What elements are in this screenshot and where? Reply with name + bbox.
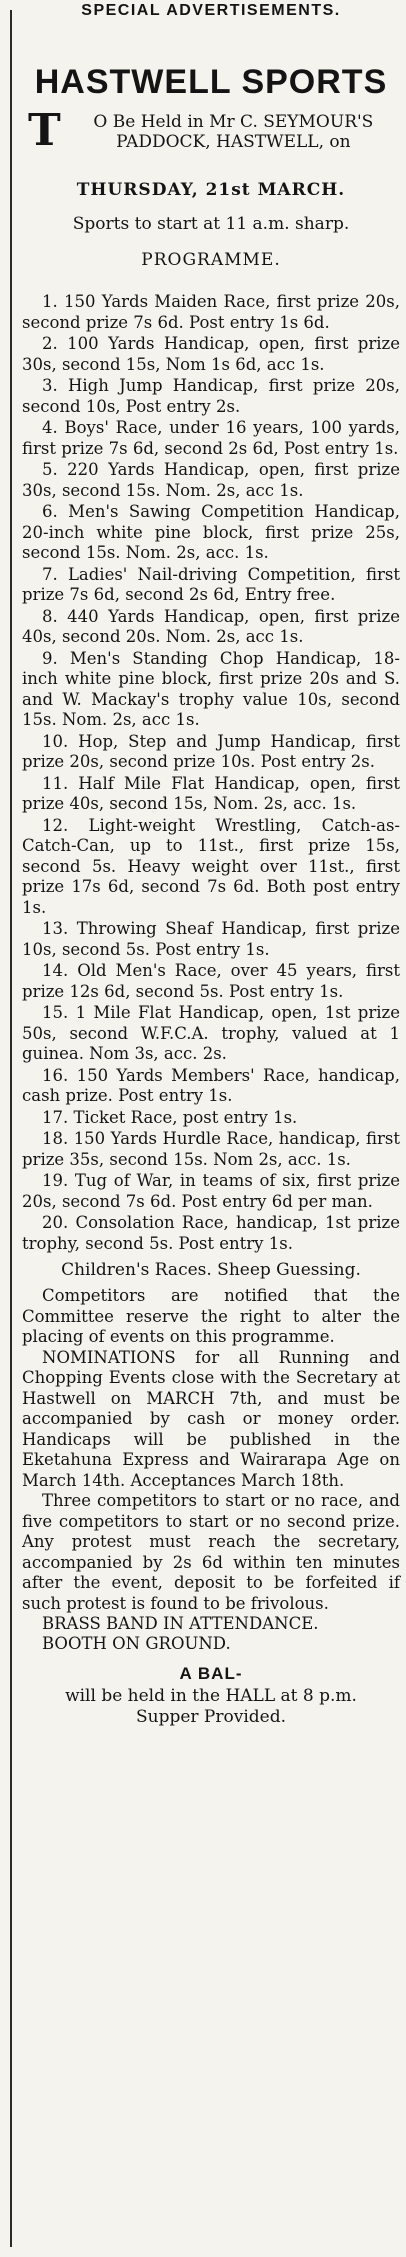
event-item: 4. Boys' Race, under 16 years, 100 yards, first prize 7s 6d, second 2s 6d, Post entry 1s. [22,418,400,458]
event-item: 6. Men's Sawing Competition Handicap, 20-inch white pine block, first prize 25s, second 15s. Nom. 2s, acc. 1s. [22,502,400,562]
event-list [22,292,400,1254]
advertisement-page [0,2,406,2257]
event-item: 5. 220 Yards Handicap, open, first prize 30s, second 15s. Nom. 2s, acc 1s. [22,460,400,500]
ad-title: HASTWELL SPORTS [34,63,388,101]
event-item: 14. Old Men's Race, over 45 years, first prize 12s 6d, second 5s. Post entry 1s. [22,961,400,1001]
event-item: 15. 1 Mile Flat Handicap, open, 1st prize 50s, second W.F.C.A. trophy, valued at 1 guinea. Nom 3s, acc. 2s. [22,1003,400,1063]
notice-paragraph: Competitors are notified that the Committee reserve the right to alter the placing of events on this programme. [22,1286,400,1346]
event-item: 8. 440 Yards Handicap, open, first prize 40s, second 20s. Nom. 2s, acc 1s. [22,606,400,646]
event-item: 16. 150 Yards Members' Race, handicap, cash prize. Post entry 1s. [22,1065,400,1105]
intro-text: O Be Held in Mr C. SEYMOUR'S PADDOCK, HASTWELL, on [93,112,374,152]
start-time: Sports to start at 11 a.m. sharp. [72,214,350,234]
programme-heading: PROGRAMME. [141,250,281,270]
event-item: 18. 150 Yards Hurdle Race, handicap, first prize 35s, second 15s. Nom 2s, acc. 1s. [22,1129,400,1169]
event-item: 7. Ladies' Nail-driving Competition, first prize 7s 6d, second 2s 6d, Entry free. [22,564,400,604]
drop-cap: T [28,105,61,156]
rules-paragraph: Three competitors to start or no race, and five competitors to start or no second prize. Any protest must reach the secretary, accompanied by 2s 6d within ten minutes after the event, deposit to be forfeited if such protest is found to be frivolous. [22,1491,400,1613]
extras-line: Children's Races. Sheep Guessing. [61,1260,361,1280]
event-item: 9. Men's Standing Chop Handicap, 18-inch white pine block, first prize 20s and S. and W. Mackay's trophy value 10s, second 15s. Nom. 2s, acc 1s. [22,648,400,729]
event-item: 12. Light-weight Wrestling, Catch-as-Catch-Can, up to 11st., first prize 15s, second 5s. Heavy weight over 11st., first prize 17s 6d, second 7s 6d. Both post entry 1s. [22,815,400,917]
event-item: 20. Consolation Race, handicap, 1st prize trophy, second 5s. Post entry 1s. [22,1213,400,1253]
event-item: 17. Ticket Race, post entry 1s. [42,1107,298,1127]
event-item: 2. 100 Yards Handicap, open, first prize 30s, second 15s, Nom 1s 6d, acc 1s. [22,334,400,374]
column-rule [10,10,12,2247]
ball-line-1: will be held in the HALL at 8 p.m. [65,1686,357,1706]
ball-line-2: Supper Provided. [135,1707,287,1727]
event-item: 10. Hop, Step and Jump Handicap, first prize 20s, second prize 10s. Post entry 2s. [22,731,400,771]
event-item: 11. Half Mile Flat Handicap, open, first prize 40s, second 15s, Nom. 2s, acc. 1s. [22,773,400,813]
intro-paragraph [22,105,400,156]
band-line: BRASS BAND IN ATTENDANCE. [42,1614,319,1633]
ball-heading: A BAL- [179,1664,243,1683]
booth-line: BOOTH ON GROUND. [42,1634,231,1653]
event-date: THURSDAY, 21st MARCH. [76,180,346,200]
event-item: 1. 150 Yards Maiden Race, first prize 20s, second prize 7s 6d. Post entry 1s 6d. [22,292,400,332]
section-header: SPECIAL ADVERTISEMENTS. [81,2,341,19]
nominations-paragraph: NOMINATIONS for all Running and Chopping Events close with the Secretary at Hastwell on MARCH 7th, and must be accompanied by cash or money order. Handicaps will be published in the Eketahuna Express and Wairarapa Age on March 14th. Acceptances March 18th. [22,1347,400,1490]
event-item: 19. Tug of War, in teams of six, first prize 20s, second 7s 6d. Post entry 6d per man. [22,1171,400,1211]
event-item: 13. Throwing Sheaf Handicap, first prize 10s, second 5s. Post entry 1s. [22,919,400,959]
event-item: 3. High Jump Handicap, first prize 20s, second 10s, Post entry 2s. [22,376,400,416]
